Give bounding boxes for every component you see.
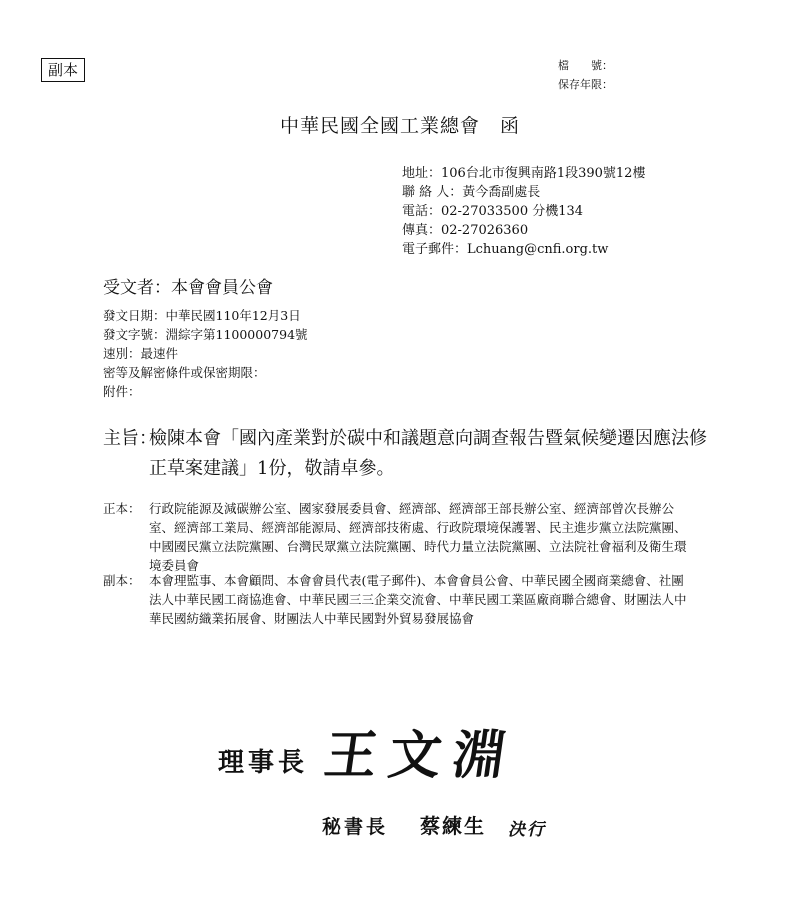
delivery-speed: 速別：最速件 xyxy=(103,346,179,361)
recipient-line: 受文者：本會會員公會 xyxy=(103,278,273,298)
original-recipients-text: 行政院能源及減碳辦公室、國家發展委員會、經濟部、經濟部王部長辦公室、經濟部曾次長辦公室、經濟部工業局、經濟部能源局、經濟部技術處、行政院環境保護署、民主進步黨立法院黨團、中國國民黨立法院黨團、台灣民眾黨立法院黨團、時代力量立法院黨團、立法院社會福利及衛生環境委員會 xyxy=(149,501,687,573)
secretary-title: 秘書長 xyxy=(322,816,389,838)
secretary-name: 蔡練生 xyxy=(420,814,486,838)
phone-line: 電話：02-27033500 分機134 xyxy=(402,204,584,219)
copy-stamp: 副本 xyxy=(41,58,85,82)
decision-mark: 決行 xyxy=(508,820,546,840)
issue-date: 發文日期：中華民國110年12月3日 xyxy=(103,308,301,323)
contact-block xyxy=(402,164,645,259)
file-number-label: 檔 號： xyxy=(558,59,613,72)
address-line: 地址：106台北市復興南路1段390號12樓 xyxy=(402,166,646,181)
retention-period-label: 保存年限： xyxy=(558,78,613,91)
document-number: 發文字號：淵綜字第1100000794號 xyxy=(103,327,308,342)
chairman-signature: 王文淵 xyxy=(320,725,522,786)
copy-recipients-text: 本會理監事、本會顧問、本會會員代表(電子郵件)、本會會員公會、中華民國全國商業總會、社團法人中華民國工商協進會、中華民國三三企業交流會、中華民國工業區廠商聯合總會、財團法人中華民國紡織業拓展會、財團法人中華民國對外貿易發展協會 xyxy=(149,573,687,626)
subject-text: 檢陳本會「國內產業對於碳中和議題意向調查報告暨氣候變遷因應法修正草案建議」1份，敬請卓參。 xyxy=(149,428,707,479)
email-line: 電子郵件：Lchuang@cnfi.org.tw xyxy=(402,242,609,257)
document-title: 中華民國全國工業總會 函 xyxy=(279,115,520,137)
document-fields xyxy=(103,306,308,401)
subject-label: 主旨： xyxy=(103,428,157,449)
copy-recipients-label: 副本： xyxy=(103,573,141,588)
fax-line: 傳真：02-27026360 xyxy=(402,223,529,238)
contact-person-line: 聯 絡 人：黃今喬副處長 xyxy=(402,185,541,200)
chairman-title: 理事長 xyxy=(218,748,309,778)
classification-line: 密等及解密條件或保密期限： xyxy=(103,365,266,380)
attachments-line: 附件： xyxy=(103,384,141,399)
original-recipients-label: 正本： xyxy=(103,501,141,516)
